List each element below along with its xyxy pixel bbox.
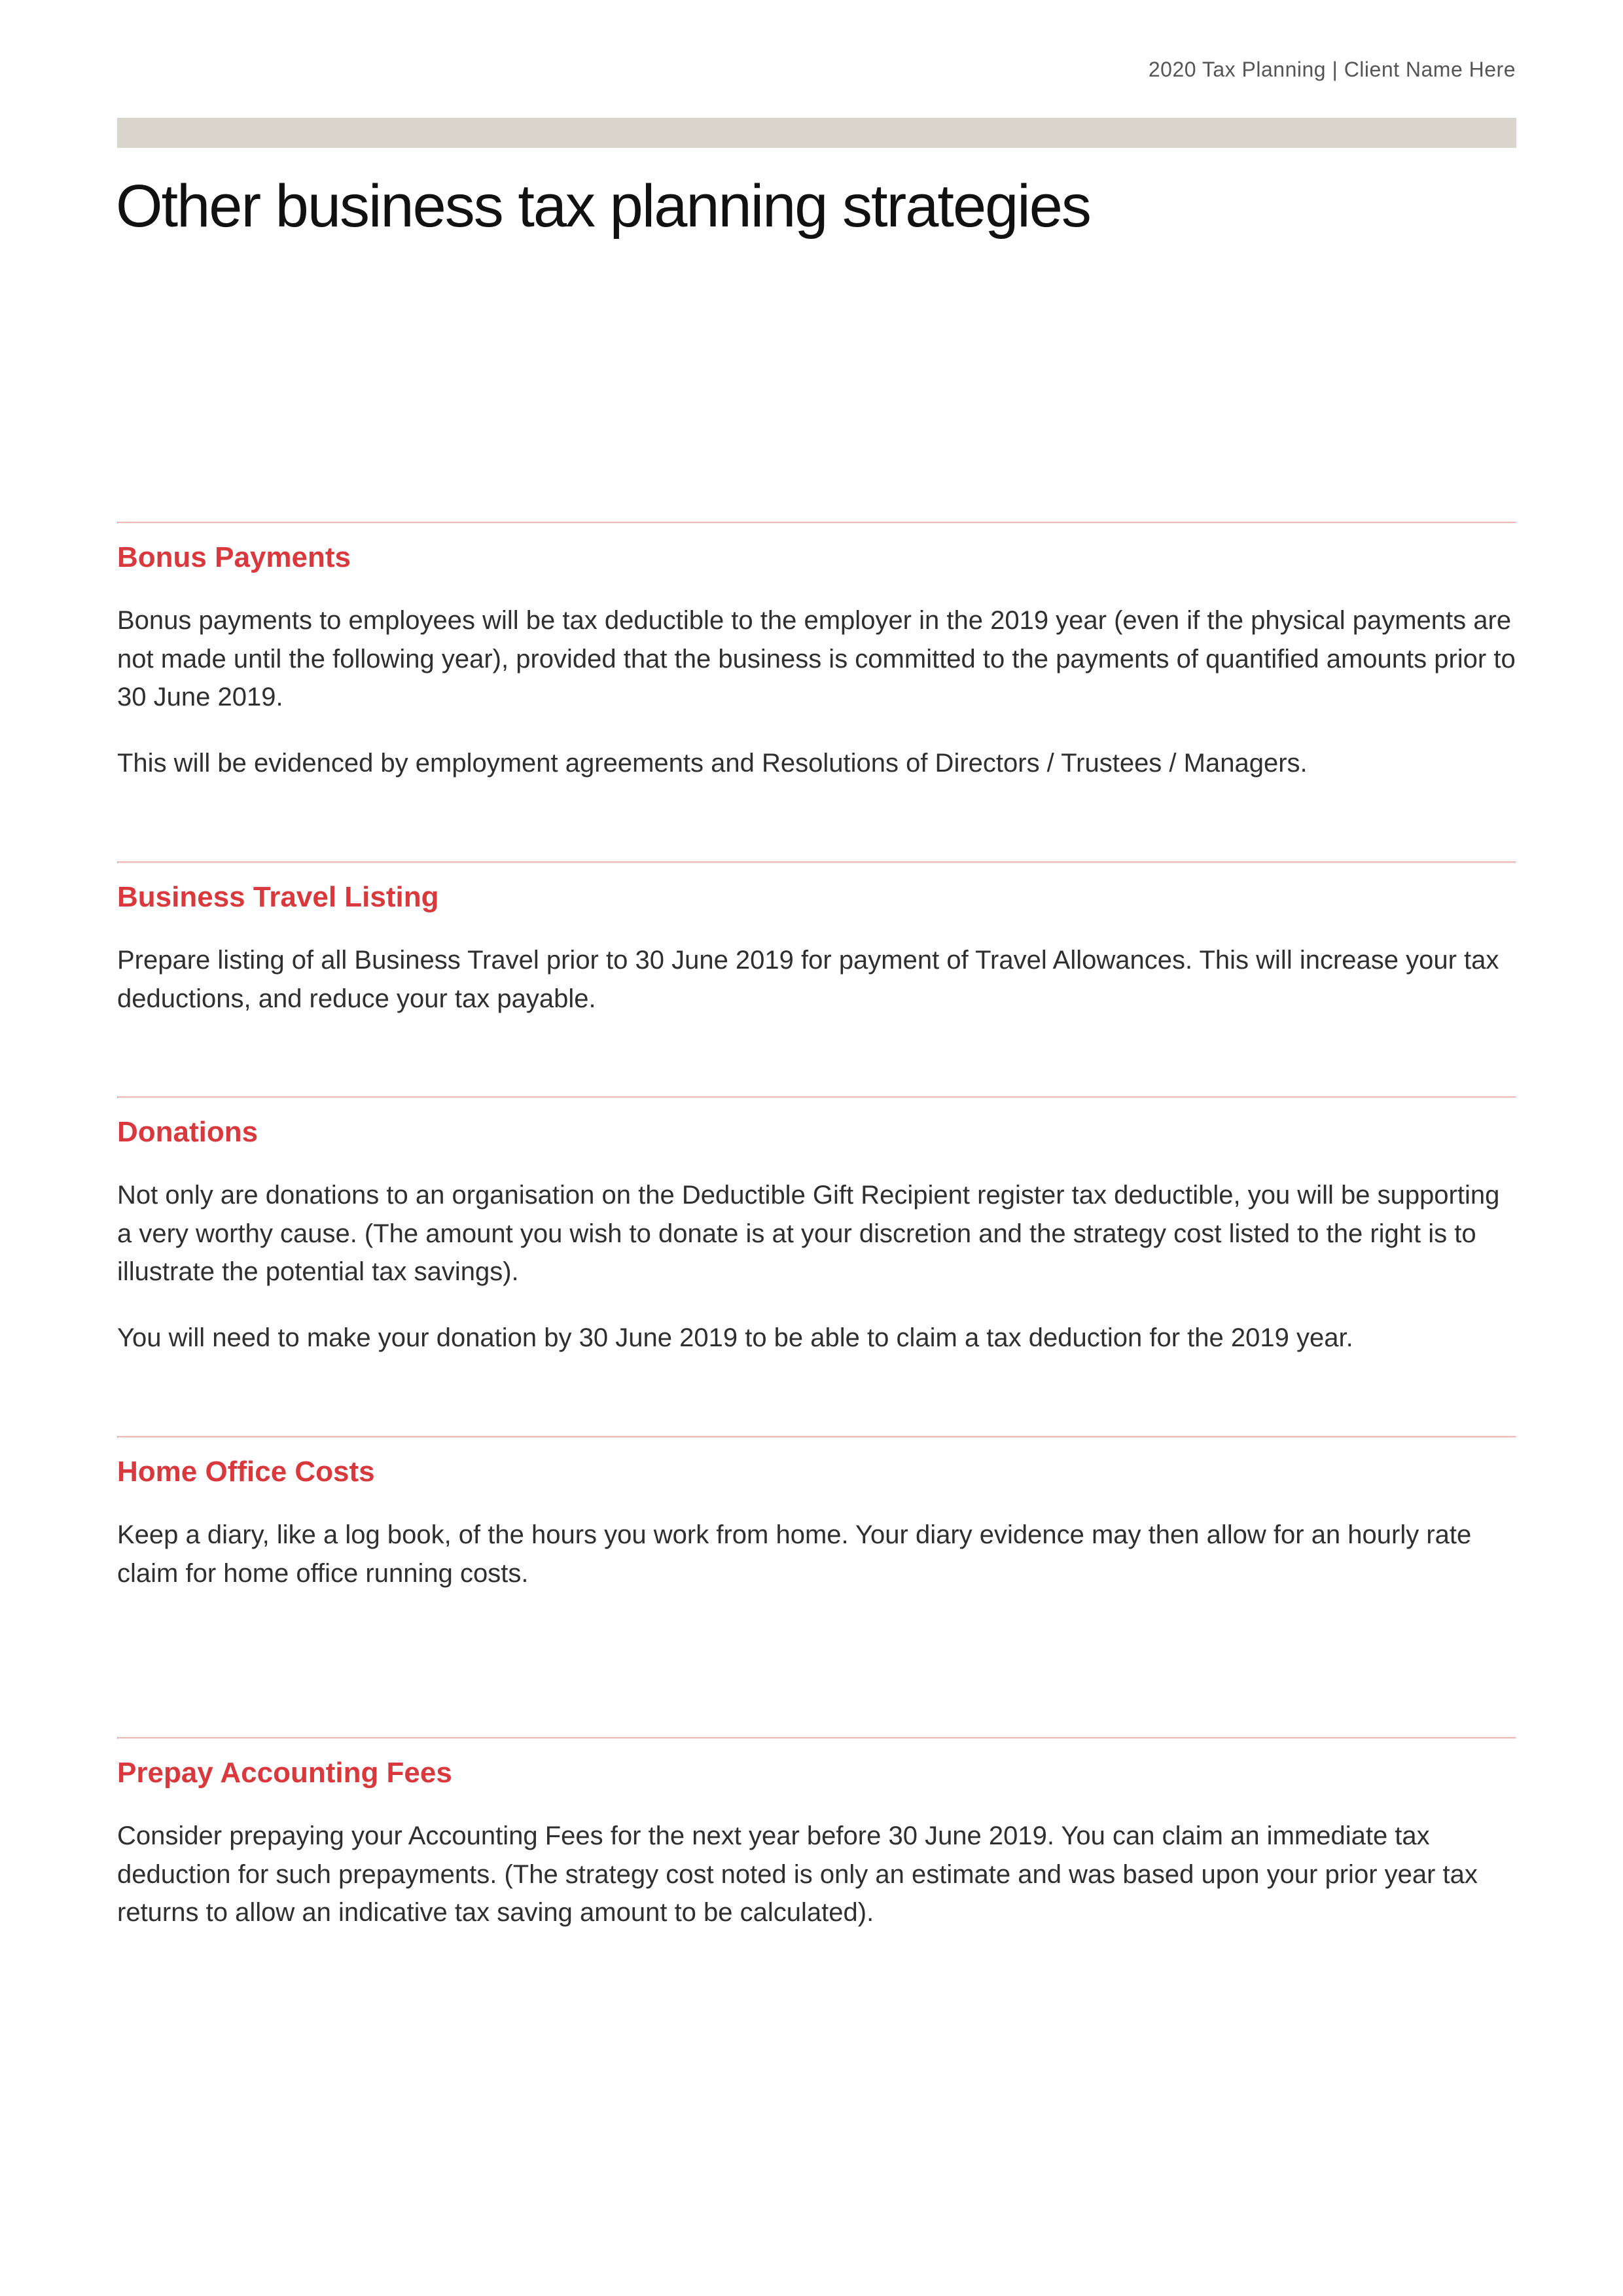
section-heading: Bonus Payments	[117, 541, 351, 573]
section-paragraph: Bonus payments to employees will be tax deductible to the employer in the 2019 year (even if the physical payments are not made until the following year), provided that the business is committed to the payments of quantified amounts prior to 30 June 2019.	[117, 606, 1516, 711]
section-bonus-payments	[117, 522, 1516, 782]
section-heading: Prepay Accounting Fees	[117, 1757, 452, 1789]
section-paragraph: Not only are donations to an organisation on the Deductible Gift Recipient register tax deductible, you will be supporting a very worthy cause. (The amount you wish to donate is at your discretion and the strategy cost listed to the right is to illustrate the potential tax savings).	[117, 1181, 1500, 1286]
header-bar	[117, 118, 1516, 148]
section-paragraph: Prepare listing of all Business Travel prior to 30 June 2019 for payment of Travel Allowances. This will increase your tax deductions, and reduce your tax payable.	[117, 946, 1499, 1013]
section-paragraph: Consider prepaying your Accounting Fees for the next year before 30 June 2019. You can claim an immediate tax deduction for such prepayments. (The strategy cost noted is only an estimate and was based upon your prior year tax returns to allow an indicative tax saving amount to be calculated).	[117, 1821, 1478, 1927]
section-business-travel-listing	[117, 861, 1516, 1018]
running-header: 2020 Tax Planning | Client Name Here	[1148, 58, 1516, 81]
section-home-office-costs	[117, 1436, 1516, 1592]
section-paragraph: You will need to make your donation by 30 June 2019 to be able to claim a tax deduction for the 2019 year.	[117, 1323, 1353, 1352]
section-donations	[117, 1096, 1516, 1357]
section-paragraph: This will be evidenced by employment agreements and Resolutions of Directors / Trustees / Managers.	[117, 748, 1308, 778]
section-heading: Business Travel Listing	[117, 881, 439, 913]
section-prepay-accounting-fees	[117, 1737, 1516, 1932]
section-heading: Donations	[117, 1116, 259, 1148]
section-paragraph: Keep a diary, like a log book, of the hours you work from home. Your diary evidence may then allow for an hourly rate claim for home office running costs.	[117, 1520, 1472, 1588]
page-title: Other business tax planning strategies	[116, 173, 1090, 240]
section-heading: Home Office Costs	[117, 1456, 375, 1488]
